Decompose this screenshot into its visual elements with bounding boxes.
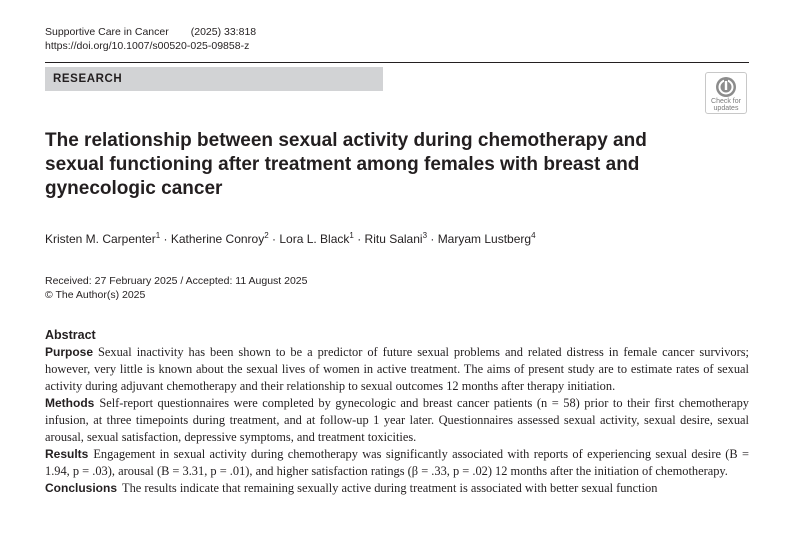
purpose-text: Sexual inactivity has been shown to be a predictor of future sexual problems and related distress in female cancer survivors; however, very little is known about the sexual lives of women in active treatment. The aims of present study are to estimate rates of sexual activity during adjuvant chemotherapy and their relationship to sexual outcomes 12 months after therapy initiation. [45,345,749,393]
check-for-updates-label-2: updates [713,105,739,112]
affiliation-number: 2 [264,231,269,240]
author-name[interactable]: Katherine Conroy [170,232,265,246]
author-separator: · [427,232,438,246]
abstract-heading: Abstract [45,328,96,342]
abstract-results [45,446,749,480]
article-dates [45,274,308,302]
results-text: Engagement in sexual activity during chemotherapy was significantly associated with reports of experiencing sexual desire (B = 1.94, p = .03), arousal (B = 3.31, p = .01), and higher satisfaction ratings (β = .33, p = .02) 12 months after the initiation of chemotherapy. [45,447,749,478]
affiliation-number: 3 [422,231,428,240]
conclusions-text: The results indicate that remaining sexually active during treatment is associated with better sexual function [122,481,658,495]
section-label: RESEARCH [45,67,383,91]
journal-volume: (2025) 33:818 [190,26,257,38]
author-name[interactable]: Maryam Lustberg [437,232,532,246]
doi-link[interactable]: https://doi.org/10.1007/s00520-025-09858-z [45,40,250,52]
affiliation-number: 4 [531,231,536,240]
purpose-label: Purpose [45,345,94,359]
author-separator: · [268,232,280,246]
article-title: The relationship between sexual activity during chemotherapy and sexual functioning after treatment among females with breast and gynecologic cancer [45,130,647,199]
author-name[interactable]: Ritu Salani [364,232,423,246]
conclusions-label: Conclusions [45,481,118,495]
author-name[interactable]: Kristen M. Carpenter [45,232,156,246]
author-separator: · [160,232,171,246]
author-separator: · [353,232,365,246]
affiliation-number: 1 [155,231,161,240]
results-label: Results [45,447,89,461]
copyright: © The Author(s) 2025 [45,289,146,301]
author-list [45,231,536,246]
author-name[interactable]: Lora L. Black [279,232,350,246]
journal-header [45,25,278,53]
abstract-conclusions [45,480,749,497]
received-accepted: Received: 27 February 2025 / Accepted: 11 August 2025 [45,275,308,287]
abstract [45,327,749,497]
methods-label: Methods [45,396,95,410]
methods-text: Self-report questionnaires were completed by gynecologic and breast cancer patients (n = 58) prior to their first chemotherapy infusion, at three timepoints during treatment, and at follow-up 1 year later. Questionnaires assessed sexual activity, sexual desire, sexual arousal, sexual satisfaction, depressive symptoms, and treatment toxicities. [45,396,749,444]
affiliation-number: 1 [349,231,354,240]
check-for-updates-label-1: Check for [711,98,741,105]
header-rule [45,62,749,63]
journal-name: Supportive Care in Cancer [45,26,169,38]
journal-citation [45,25,278,39]
check-for-updates-badge[interactable] [705,72,747,114]
abstract-purpose [45,344,749,395]
abstract-methods [45,395,749,446]
check-for-updates-icon [715,76,737,98]
